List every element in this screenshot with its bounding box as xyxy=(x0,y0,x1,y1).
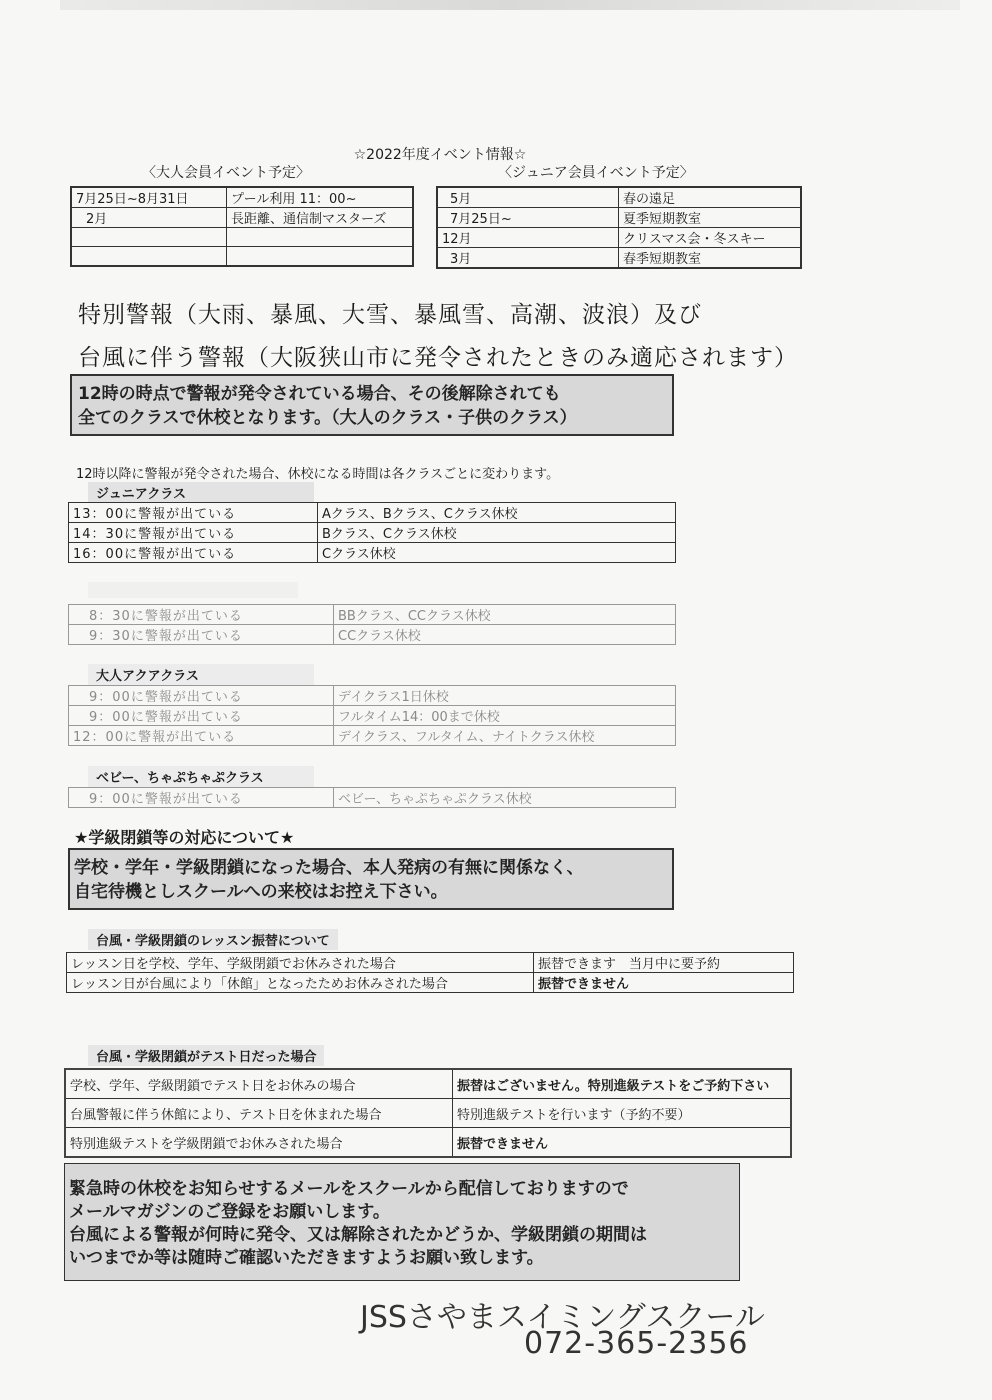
notice-line: 全てのクラスで休校となります。（大人のクラス・子供のクラス） xyxy=(78,408,577,428)
table-cell: 振替できません xyxy=(534,973,794,993)
table-row xyxy=(437,228,801,248)
table-cell: Bクラス、Cクラス休校 xyxy=(318,523,676,543)
table-row xyxy=(437,248,801,269)
table-row xyxy=(437,187,801,208)
table-cell xyxy=(71,228,227,247)
table-cell: ベビー、ちゃぷちゃぷクラス休校 xyxy=(334,788,676,808)
table-cell: 12月 xyxy=(437,228,619,248)
table-row xyxy=(65,1069,791,1099)
table-cell: デイクラス、フルタイム、ナイトクラス休校 xyxy=(334,726,676,746)
table-cell xyxy=(227,247,414,267)
table-cell: 16：00に警報が出ている xyxy=(69,543,318,563)
table-cell: 14：30に警報が出ている xyxy=(69,523,318,543)
table-cell: 振替できません xyxy=(453,1128,792,1158)
table-row xyxy=(69,706,676,726)
class-name-baby: ベビー、ちゃぷちゃぷクラス xyxy=(88,766,314,787)
table-cell: 振替できます 当月中に要予約 xyxy=(534,953,794,973)
table-cell: フルタイム14：00まで休校 xyxy=(334,706,676,726)
table-row xyxy=(69,543,676,563)
table-cell xyxy=(71,247,227,267)
table-row xyxy=(69,788,676,808)
notice-line: メールマガジンのご登録をお願いします。 xyxy=(69,1202,390,1222)
faded-class-table xyxy=(68,604,676,645)
table-cell: 長距離、通信制マスターズ xyxy=(227,208,414,228)
class-name-faded xyxy=(88,582,298,598)
school-phone: 072-365-2356 xyxy=(524,1326,749,1361)
table-row xyxy=(437,208,801,228)
table-cell: 13：00に警報が出ている xyxy=(69,503,318,523)
table-cell: レッスン日が台風により「休館」となったためお休みされた場合 xyxy=(67,973,534,993)
table-row xyxy=(71,247,413,267)
class-name-adult-aqua: 大人アクアクラス xyxy=(88,664,314,685)
table-cell: 3月 xyxy=(437,248,619,269)
table-cell xyxy=(227,228,414,247)
junior-events-table xyxy=(436,186,802,269)
table-row xyxy=(69,605,676,625)
table-row xyxy=(71,228,413,247)
adult-events-table xyxy=(70,186,414,267)
table-cell: 7月25日~ xyxy=(437,208,619,228)
table-cell: Cクラス休校 xyxy=(318,543,676,563)
notice-line: 学校・学年・学級閉鎖になった場合、本人発病の有無に関係なく、 xyxy=(74,858,584,878)
notice-line: いつまでか等は随時ご確認いただきますようお願い致します。 xyxy=(69,1248,544,1268)
table-cell: プール利用 11：00~ xyxy=(227,187,414,208)
test-table xyxy=(64,1068,792,1158)
table-cell: 9：00に警報が出ている xyxy=(69,706,334,726)
table-cell: レッスン日を学校、学年、学級閉鎖でお休みされた場合 xyxy=(67,953,534,973)
scan-top-edge xyxy=(60,0,960,10)
table-cell: 春季短期教室 xyxy=(619,248,802,269)
table-cell: 7月25日~8月31日 xyxy=(71,187,227,208)
junior-events-heading: 〈ジュニア会員イベント予定〉 xyxy=(498,165,694,181)
warning-line-2: 台風に伴う警報（大阪狭山市に発令されたときのみ適応されます） xyxy=(78,345,798,371)
school-name: JSSさやまスイミングスクール xyxy=(360,1300,765,1335)
table-cell: Aクラス、Bクラス、Cクラス休校 xyxy=(318,503,676,523)
adult-aqua-class-table xyxy=(68,685,676,746)
table-row xyxy=(69,625,676,645)
table-cell: 5月 xyxy=(437,187,619,208)
table-cell: 振替はございません。特別進級テストをご予約下さい xyxy=(453,1069,792,1099)
junior-class-table xyxy=(68,502,676,563)
events-title: ☆2022年度イベント情報☆ xyxy=(353,147,527,163)
makeup-table xyxy=(66,952,794,993)
table-cell: 9：30に警報が出ている xyxy=(69,625,334,645)
makeup-heading: 台風・学級閉鎖のレッスン振替について xyxy=(88,929,338,950)
table-row xyxy=(65,1099,791,1128)
table-row xyxy=(67,973,794,993)
warning-notice-box xyxy=(70,374,674,436)
table-cell: 12：00に警報が出ている xyxy=(69,726,334,746)
notice-line: 緊急時の休校をお知らせするメールをスクールから配信しておりますので xyxy=(69,1179,629,1199)
closure-notice-box xyxy=(68,848,674,910)
after-noon-note: 12時以降に警報が発令された場合、休校になる時間は各クラスごとに変わります。 xyxy=(76,467,560,482)
table-row xyxy=(69,726,676,746)
table-cell: 特別進級テストを行います（予約不要） xyxy=(453,1099,792,1128)
notice-line: 台風による警報が何時に発令、又は解除されたかどうか、学級閉鎖の期間は xyxy=(69,1225,647,1245)
table-cell: CCクラス休校 xyxy=(334,625,676,645)
table-row xyxy=(69,523,676,543)
table-cell: デイクラス1日休校 xyxy=(334,686,676,706)
class-name-junior: ジュニアクラス xyxy=(88,482,314,503)
table-cell: BBクラス、CCクラス休校 xyxy=(334,605,676,625)
notice-line: 自宅待機としスクールへの来校はお控え下さい。 xyxy=(74,882,448,902)
table-cell: 8：30に警報が出ている xyxy=(69,605,334,625)
table-row xyxy=(69,503,676,523)
table-row xyxy=(65,1128,791,1158)
table-row xyxy=(71,208,413,228)
table-cell: 9：00に警報が出ている xyxy=(69,788,334,808)
table-cell: 2月 xyxy=(71,208,227,228)
table-cell: 夏季短期教室 xyxy=(619,208,802,228)
table-cell: クリスマス会・冬スキー xyxy=(619,228,802,248)
baby-class-table xyxy=(68,787,676,808)
closure-heading: ★学級閉鎖等の対応について★ xyxy=(74,828,295,847)
table-row xyxy=(67,953,794,973)
table-row xyxy=(69,686,676,706)
adult-events-heading: 〈大人会員イベント予定〉 xyxy=(142,165,310,181)
table-cell: 春の遠足 xyxy=(619,187,802,208)
table-cell: 9：00に警報が出ている xyxy=(69,686,334,706)
mail-notice-box xyxy=(64,1163,740,1281)
table-cell: 台風警報に伴う休館により、テスト日を休まれた場合 xyxy=(65,1099,453,1128)
test-heading: 台風・学級閉鎖がテスト日だった場合 xyxy=(88,1045,324,1066)
warning-line-1: 特別警報（大雨、暴風、大雪、暴風雪、高潮、波浪）及び xyxy=(78,302,702,328)
notice-line: 12時の時点で警報が発令されている場合、その後解除されても xyxy=(78,384,561,404)
table-cell: 学校、学年、学級閉鎖でテスト日をお休みの場合 xyxy=(65,1069,453,1099)
table-cell: 特別進級テストを学級閉鎖でお休みされた場合 xyxy=(65,1128,453,1158)
table-row xyxy=(71,187,413,208)
